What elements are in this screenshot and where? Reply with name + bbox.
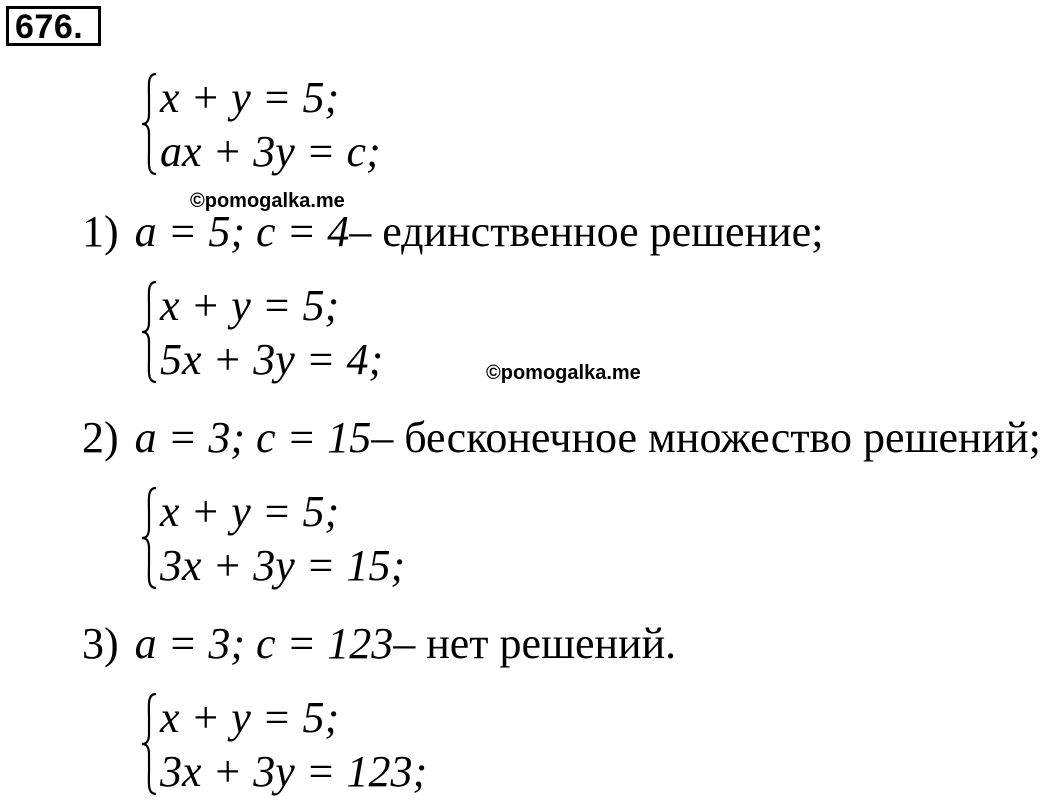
- case-2-line: [82, 414, 1041, 462]
- case-3-condition: a = 3; c = 123: [134, 619, 394, 668]
- case-3-line: [82, 620, 676, 668]
- case-3-marker: 3): [82, 619, 119, 668]
- brace-icon: [140, 692, 158, 796]
- brace-icon: [140, 72, 158, 176]
- case-1-system: [140, 280, 460, 390]
- watermark: ©pomogalka.me: [190, 190, 345, 212]
- case-2-system-eq2: 3x + 3y = 15;: [160, 541, 406, 590]
- case-2-system: [140, 486, 460, 596]
- problem-number: 676.: [6, 6, 101, 46]
- case-2-description: – бесконечное множество решений;: [371, 413, 1041, 462]
- case-1-condition: a = 5; c = 4: [134, 207, 350, 256]
- case-2-marker: 2): [82, 413, 119, 462]
- case-1-line: [82, 208, 823, 256]
- case-1-description: – единственное решение;: [349, 207, 824, 256]
- main-system-eq2: ax + 3y = c;: [160, 127, 381, 176]
- case-3-system: [140, 692, 460, 802]
- case-3-system-eq1: x + y = 5;: [160, 693, 340, 742]
- case-2-condition: a = 3; c = 15: [134, 413, 372, 462]
- main-system-eq1: x + y = 5;: [160, 73, 340, 122]
- case-1-system-eq1: x + y = 5;: [160, 281, 340, 330]
- case-1-marker: 1): [82, 207, 119, 256]
- case-2-system-eq1: x + y = 5;: [160, 487, 340, 536]
- case-3-description: – нет решений.: [393, 619, 677, 668]
- case-3-system-eq2: 3x + 3y = 123;: [160, 747, 428, 796]
- case-1-system-eq2: 5x + 3y = 4;: [160, 335, 384, 384]
- brace-icon: [140, 280, 158, 384]
- brace-icon: [140, 486, 158, 590]
- watermark: ©pomogalka.me: [486, 362, 641, 384]
- main-system: [140, 72, 460, 182]
